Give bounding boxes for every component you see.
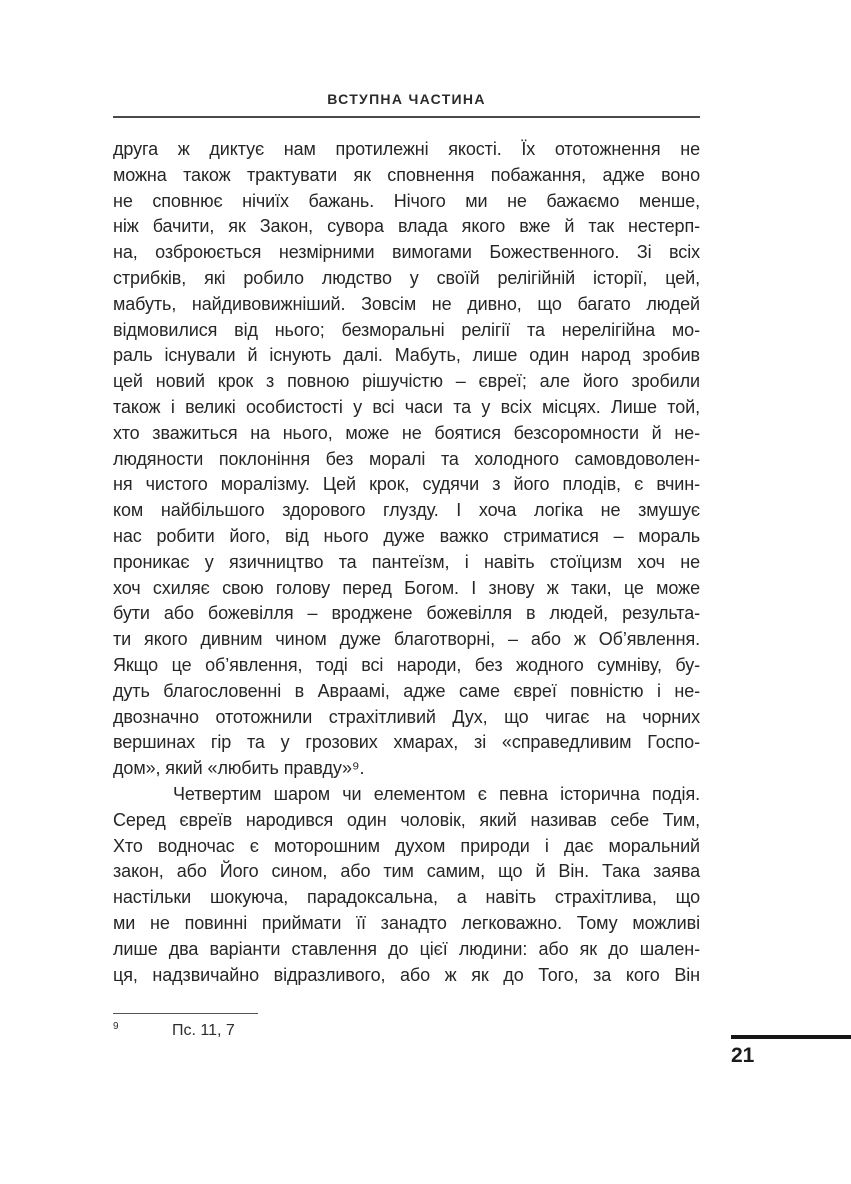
text-line: хоч схиляє свою голову перед Богом. І знову ж таки, це може (113, 577, 700, 598)
text-line: ніж бачити, як Закон, сувора влада якого вже й так нестерп- (113, 216, 700, 237)
text-line: відмовилися від нього; безморальні релігії та нерелігійна мо- (113, 319, 700, 340)
footnote-marker: 9 (113, 1021, 119, 1032)
footnote-rule (113, 1013, 258, 1014)
text-line: ком найбільшого здорового глузду. І хоча логіка не змушує (113, 500, 700, 521)
text-line: людяности поклоніння без моралі та холодного самовдоволен- (113, 448, 700, 469)
page-number-rule (731, 1035, 851, 1039)
text-line: дуть благословенні в Авраамі, адже саме євреї повністю і не- (113, 680, 700, 701)
text-line: друга ж диктує нам протилежні якості. Їх ототожнення не (113, 139, 700, 159)
text-line: Хто водночас є моторошним духом природи і дає моральний (113, 835, 700, 856)
text-line: проникає у язичництво та пантеїзм, і навіть стоїцизм хоч не (113, 551, 700, 572)
text-line: раль існували й існують далі. Мабуть, лише один народ зробив (113, 345, 700, 366)
text-line: дом», який «любить правду»⁹. (113, 758, 365, 779)
text-line: лише два варіанти ставлення до цієї людини: або як до шален- (113, 938, 700, 959)
text-line: двозначно ототожнили страхітливий Дух, що чигає на чорних (113, 706, 700, 727)
text-line: настільки шокуюча, парадоксальна, а навіть страхітлива, що (113, 887, 700, 908)
text-line: ми не повинні приймати її занадто легковажно. Тому можливі (113, 912, 700, 933)
text-line: також і великі особистості у всі часи та у всіх місцях. Лише той, (113, 396, 700, 417)
text-line: не сповнює нічиїх бажань. Нічого ми не бажаємо менше, (113, 190, 700, 211)
footnote-text: Пс. 11, 7 (172, 1022, 235, 1039)
footnote (113, 1021, 235, 1040)
text-line: закон, або Його сином, або тим самим, що й Він. Така заява (113, 861, 700, 882)
text-line: можна також трактувати як сповнення побажання, адже воно (113, 164, 700, 185)
text-line: бути або божевілля – вроджене божевілля в людей, результа- (113, 603, 700, 624)
text-line: Якщо це об’явлення, тоді всі народи, без жодного сумніву, бу- (113, 654, 700, 675)
text-line: ти якого дивним чином дуже благотворні, – або ж Об’явлення. (113, 629, 700, 650)
text-line: ня чистого моралізму. Цей крок, судячи з його плодів, є вчин- (113, 474, 700, 495)
body-text (113, 137, 700, 988)
text-line: цей новий крок з повною рішучістю – євреї; але його зробили (113, 371, 700, 392)
text-line: нас робити його, від нього дуже важко стриматися – мораль (113, 525, 700, 546)
text-line: Серед євреїв народився один чоловік, який називав себе Тим, (113, 809, 700, 830)
text-line: мабуть, найдивовижніший. Зовсім не дивно, що багато людей (113, 293, 700, 314)
text-line: Четвертим шаром чи елементом є певна історична подія. (173, 783, 700, 804)
text-line: стрибків, які робило людство у своїй релігійній історії, цей, (113, 267, 700, 288)
text-line: ця, надзвичайно відразливого, або ж як до Того, за кого Він (113, 964, 700, 985)
text-line: хто зважиться на нього, може не боятися безсоромности й не- (113, 422, 700, 443)
text-line: на, озброюється незмірними вимогами Божественного. Зі всіх (113, 242, 700, 263)
header-rule (113, 116, 700, 118)
running-head: ВСТУПНА ЧАСТИНА (327, 91, 486, 107)
text-line: вершинах гір та у грозових хмарах, зі «справедливим Госпо- (113, 732, 700, 753)
page-number: 21 (731, 1044, 755, 1067)
